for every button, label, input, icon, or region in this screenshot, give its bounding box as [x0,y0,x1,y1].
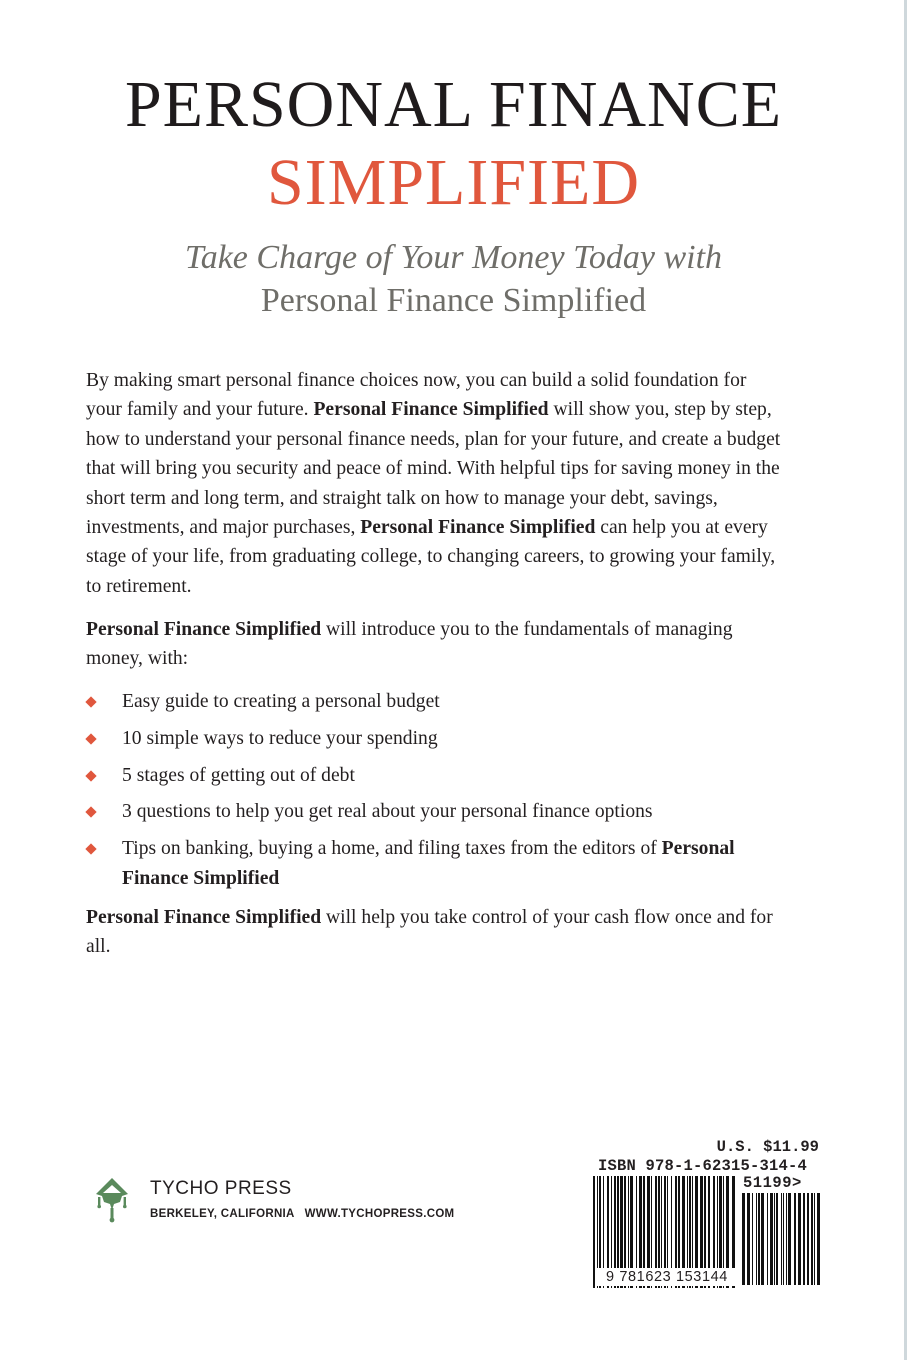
diamond-bullet-icon [85,733,96,744]
intro-paragraph: By making smart personal finance choices now, you can build a solid foundation for your family and your future. Personal Finance Simplified will show you, step by step, how to understand your personal finance needs, plan for your future, and create a budget that will bring you security and peace of mind. With helpful tips for saving money in the short term and long term, and straight talk on how to manage your debt, savings, investments, and major purchases, Personal Finance Simplified can help you at every stage of your life, from graduating college, to changing careers, to growing your family, to retirement. [86,370,781,597]
feature-text: Tips on banking, buying a home, and filing taxes from the editors of Personal Finance Simplified [122,838,735,889]
book-title-accent: SIMPLIFIED [266,146,641,219]
price-code-digits: 51199> [743,1174,802,1192]
diamond-bullet-icon [85,807,96,818]
feature-list-item [86,797,782,826]
feature-text: 3 questions to help you get real about your personal finance options [122,801,653,823]
publisher-website: WWW.TYCHOPRESS.COM [304,1208,455,1220]
feature-list-item [86,761,782,790]
closing-paragraph: Personal Finance Simplified will help you take control of your cash flow once and for all. [86,907,773,958]
tycho-press-logo-icon [84,1170,140,1226]
feature-list [86,687,782,900]
tagline-line-1: Take Charge of Your Money Today with [184,239,723,276]
price-barcode [742,1193,820,1285]
feature-list-item [86,687,782,716]
book-title: PERSONAL FINANCE [124,68,783,141]
price-label: U.S. $11.99 [716,1138,819,1156]
tagline-line-2: Personal Finance Simplified [260,282,647,319]
feature-text: 5 stages of getting out of debt [122,764,355,786]
isbn-label: ISBN 978-1-62315-314-4 [598,1157,808,1175]
fundamentals-paragraph: Personal Finance Simplified will introduce you to the fundamentals of managing money, with: [86,619,733,670]
publisher-info [150,1208,454,1220]
feature-text: Easy guide to creating a personal budget [122,691,440,712]
diamond-bullet-icon [85,844,96,855]
diamond-bullet-icon [85,696,96,707]
publisher-location: BERKELEY, CALIFORNIA [150,1208,295,1220]
publisher-block [84,1170,504,1230]
feature-list-item [86,834,782,893]
diamond-bullet-icon [85,770,96,781]
publisher-name: TYCHO PRESS [150,1178,292,1199]
barcode-digits: 9 781623 153144 [597,1268,737,1286]
feature-text: 10 simple ways to reduce your spending [122,727,438,749]
feature-list-item [86,724,782,753]
